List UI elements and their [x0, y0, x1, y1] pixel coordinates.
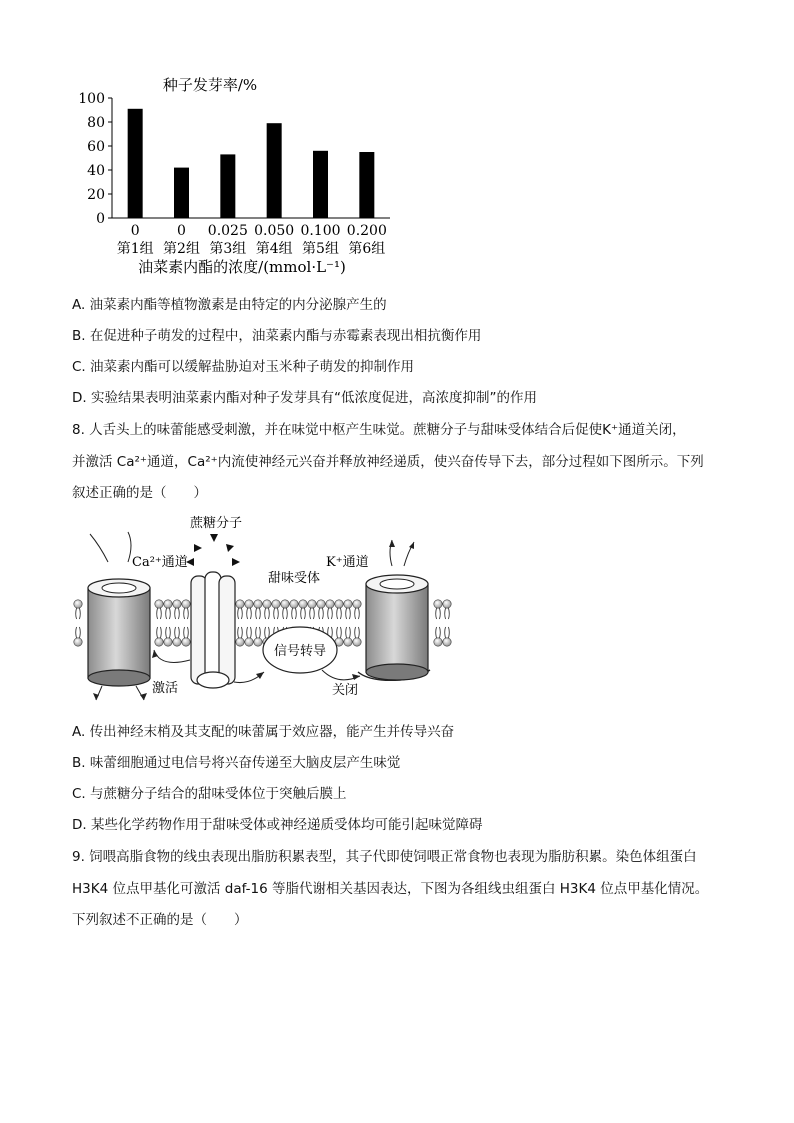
q7-option-b: B. 在促进种子萌发的过程中，油菜素内酯与赤霉素表现出相抗衡作用 [72, 328, 482, 344]
x-concentration-label: 0.050 [254, 223, 295, 239]
ca-influx-arrow-right [128, 532, 131, 562]
x-group-label: 第6组 [348, 241, 386, 257]
bar [359, 152, 374, 218]
y-tick-label: 80 [87, 115, 105, 131]
taste-receptor-diagram [70, 510, 460, 705]
sucrose-arrow-icon [194, 544, 202, 552]
y-tick-label: 40 [87, 163, 105, 179]
k-channel-label: K⁺通道 [326, 555, 369, 570]
x-group-label: 第4组 [255, 241, 293, 257]
sucrose-arrow-icon [210, 534, 218, 542]
x-group-label: 第3组 [209, 241, 247, 257]
q8-option-c: C. 与蔗糖分子结合的甜味受体位于突触后膜上 [72, 786, 347, 802]
q8-option-d: D. 某些化学药物作用于甜味受体或神经递质受体均可能引起味觉障碍 [72, 817, 483, 833]
bar [220, 154, 235, 218]
q7-option-a: A. 油菜素内酯等植物激素是由特定的内分泌腺产生的 [72, 297, 387, 313]
signal-transduction-label: 信号转导 [273, 644, 327, 659]
q7-option-d: D. 实验结果表明油菜素内酯对种子发芽具有“低浓度促进，高浓度抑制”的作用 [72, 390, 537, 406]
bar [267, 123, 282, 218]
sucrose-arrow-icon [232, 558, 240, 566]
k-channel [358, 575, 430, 680]
sucrose-arrow-icon [226, 544, 234, 552]
q9-stem-line-1: 9. 饲喂高脂食物的线虫表现出脂肪积累表型，其子代即使饲喂正常食物也表现为脂肪积累。染色体组蛋白 [72, 849, 697, 865]
q9-stem-line-3: 下列叙述不正确的是（ ） [72, 912, 248, 928]
bar [128, 109, 143, 218]
close-label: 关闭 [332, 683, 359, 698]
q9-stem-line-2: H3K4 位点甲基化可激活 daf-16 等脂代谢相关基因表达，下图为各组线虫组蛋白 H3K4 位点甲基化情况。 [72, 881, 709, 897]
x-concentration-label: 0 [177, 223, 186, 239]
x-concentration-label: 0.200 [346, 223, 387, 239]
q7-option-c: C. 油菜素内酯可以缓解盐胁迫对玉米种子萌发的抑制作用 [72, 359, 415, 375]
x-concentration-label: 0.100 [300, 223, 341, 239]
q8-stem-line-2: 并激活 Ca²⁺通道，Ca²⁺内流使神经元兴奋并释放神经递质，使兴奋传导下去，部分过程如下图所示。下列 [72, 454, 704, 470]
ca-channel-label: Ca²⁺通道 [132, 555, 188, 570]
ca-influx-arrow-left [90, 534, 108, 562]
activate-label: 激活 [152, 681, 179, 696]
ca-channel [88, 579, 150, 686]
bar [174, 168, 189, 218]
x-group-label: 第1组 [116, 241, 154, 257]
q8-stem-line-1: 8. 人舌头上的味蕾能感受刺激，并在味觉中枢产生味觉。蔗糖分子与甜味受体结合后促使K⁺通道关闭， [72, 422, 686, 438]
sucrose-label: 蔗糖分子 [190, 516, 243, 531]
x-group-label: 第5组 [302, 241, 339, 257]
q8-option-a: A. 传出神经末梢及其支配的味蕾属于效应器，能产生并传导兴奋 [72, 724, 455, 740]
y-tick-label: 0 [96, 211, 105, 227]
x-concentration-label: 0.025 [207, 223, 248, 239]
receptor-label: 甜味受体 [268, 571, 321, 586]
germination-bar-chart [70, 70, 400, 285]
y-tick-label: 60 [87, 139, 105, 155]
y-tick-label: 20 [87, 187, 105, 203]
q8-option-b: B. 味蕾细胞通过电信号将兴奋传递至大脑皮层产生味觉 [72, 755, 401, 771]
y-tick-label: 100 [78, 91, 105, 107]
chart-title: 种子发芽率/% [162, 76, 258, 94]
x-axis-label: 油菜素内酯的浓度/(mmol·L⁻¹) [138, 258, 346, 276]
bar [313, 151, 328, 218]
x-group-label: 第2组 [163, 241, 200, 257]
x-concentration-label: 0 [130, 223, 140, 239]
q8-stem-line-3: 叙述正确的是（ ） [72, 485, 207, 501]
sweet-receptor [191, 572, 235, 688]
